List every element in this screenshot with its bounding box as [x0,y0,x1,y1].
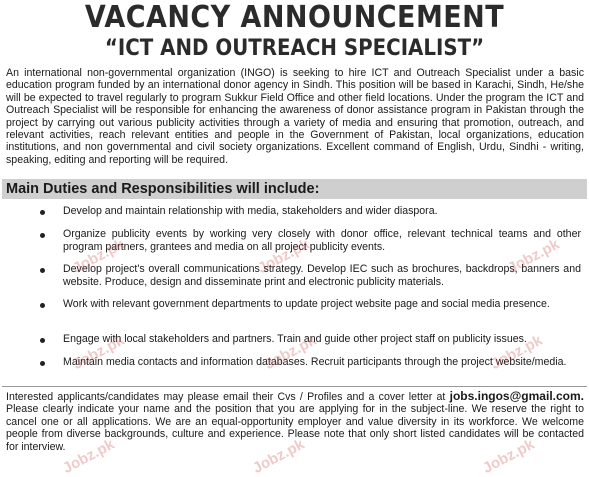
bullet-icon [40,210,45,215]
bullet-icon [40,303,45,308]
apply-lead-text: Interested applicants/candidates may please email their Cvs / Profiles and a cover letter at [6,391,446,403]
bullet-icon [40,268,45,273]
watermark: Jobz.pk [262,331,320,374]
watermark: Jobz.pk [255,235,313,278]
duty-item: Engage with local stakeholders and partners. Train and guide other project staff on publicity issues. [63,333,527,345]
page-title: VACANCY ANNOUNCEMENT [84,0,505,35]
watermark: Jobz.pk [250,435,308,477]
watermark: Jobz.pk [505,235,563,278]
bullet-icon [40,338,45,343]
application-instructions [6,390,584,453]
bullet-icon [40,233,45,238]
position-title: “ICT AND OUTREACH SPECIALIST” [104,36,485,61]
bullet-icon [40,361,45,366]
duty-item: Organize publicity events by working very closely with donor office, relevant technical teams and other program partners, grantees and media on all project publicity events. [63,228,581,253]
watermark: Jobz.pk [480,435,538,477]
duty-item: Develop project's overall communications strategy. Develop IEC such as brochures, backdrops, banners and website. Produce, design and disseminate print and electronic publicity materials. [63,263,581,288]
duties-heading: Main Duties and Responsibilities will include: [6,181,320,197]
watermark: Jobz.pk [60,435,118,477]
duty-item: Work with relevant government departments to update project website page and social media presence. [63,298,550,310]
contact-email-link[interactable]: jobs.ingos@gmail.com. [449,389,584,403]
apply-details-text: Please clearly indicate your name and the position that you are applying for in the subject-line. We reserve the right to cancel one or all applications. We are an equal-opportunity employer and value diversity in its workforce. We welcome people from diverse backgrounds, culture and experience. Please note that only short listed candidates will be contacted for interview. [6,403,584,453]
watermark: Jobz.pk [70,331,128,374]
intro-paragraph: An international non-governmental organization (INGO) is seeking to hire ICT and Outreach Specialist under a basic education program funded by an international donor agency in Sindh. This position will be based in Karachi, Sindh, He/she will be expected to travel regularly to program Sukkur Field Office and other field locations. Under the program the ICT and Outreach Specialist will be responsible for enhancing the awareness of donor assistance program in Pakistan through the project by carrying out various publicity activities through a variety of media and ensuring that promotion, outreach, and relevant activities, reach relevant entities and people in the Government of Pakistan, local organizations, education institutions, and non governmental and civil society organizations. Excellent command of English, Urdu, Sindhi - writing, speaking, editing and reporting will be required. [6,67,584,166]
footer-divider [2,386,587,387]
watermark: Jobz.pk [488,331,546,374]
duty-item: Maintain media contacts and information databases. Recruit participants through the project website/media. [63,356,567,368]
watermark: Jobz.pk [70,235,128,278]
duty-item: Develop and maintain relationship with media, stakeholders and wider diaspora. [63,205,438,217]
